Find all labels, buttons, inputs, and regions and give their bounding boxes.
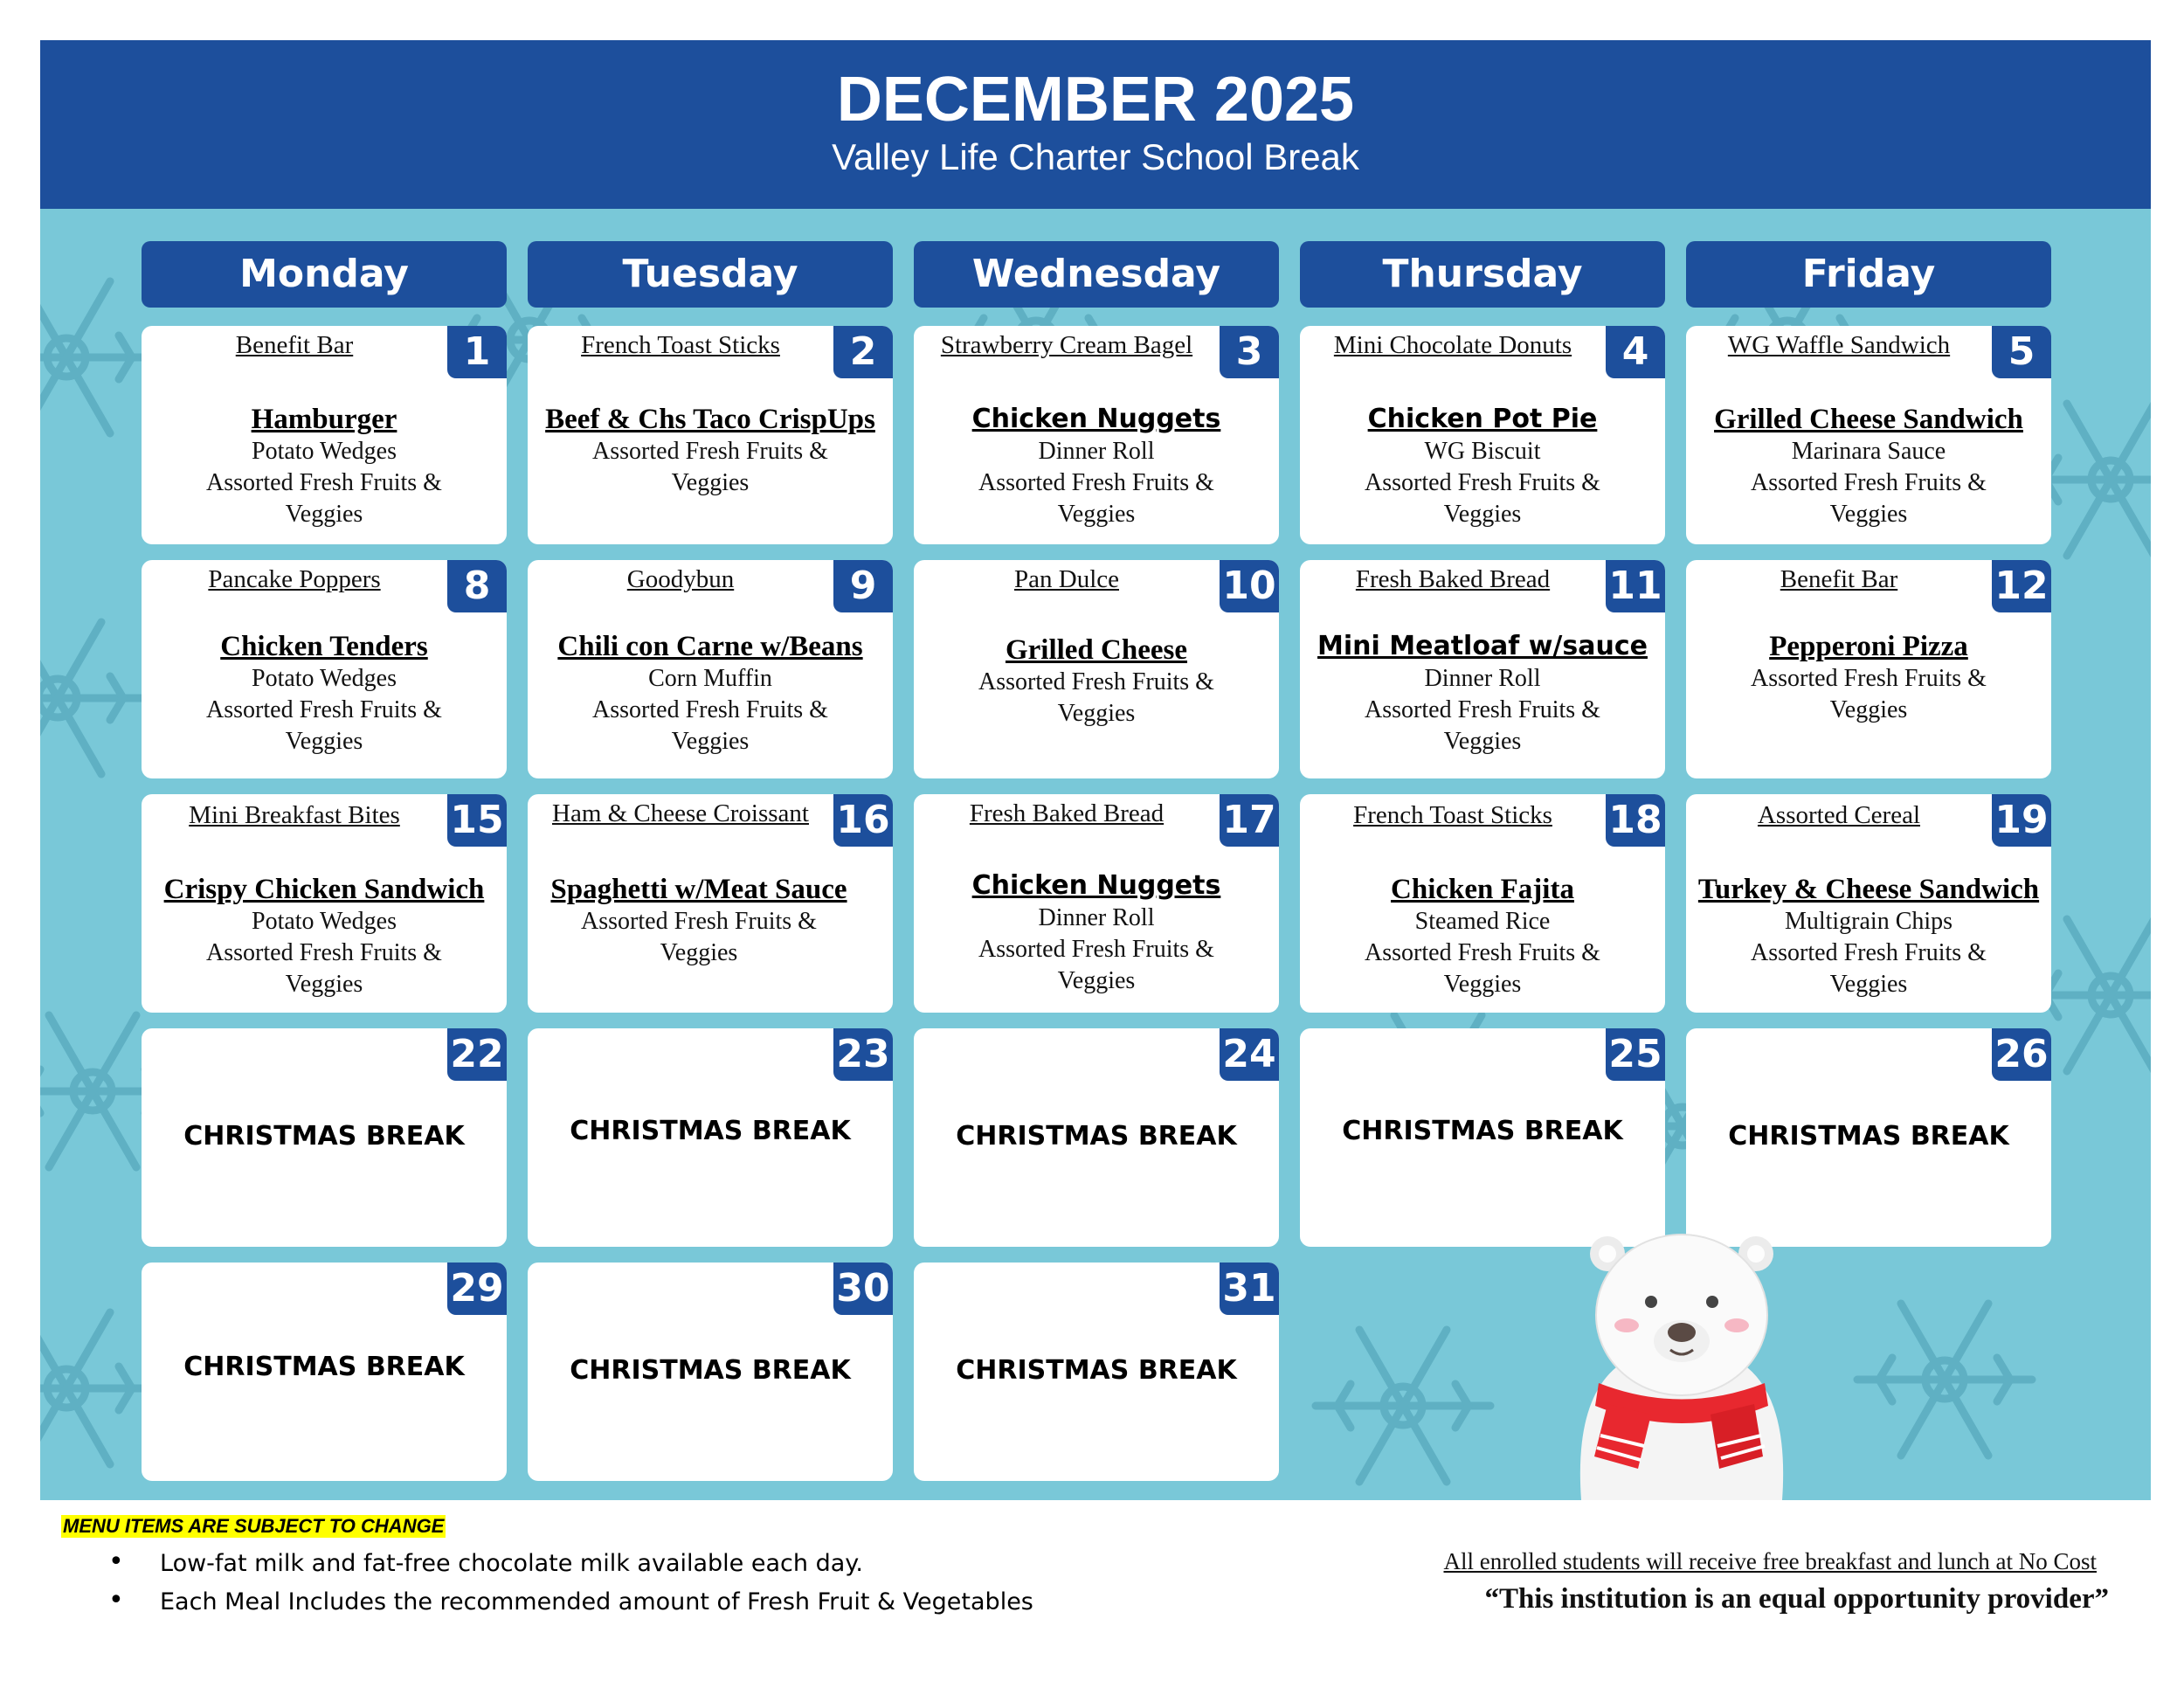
breakfast-item: Benefit Bar [1780, 565, 1898, 593]
side-item: Dinner Roll [1038, 904, 1155, 931]
date-badge: 16 [833, 794, 893, 847]
lunch-entree: Crispy Chicken Sandwich [163, 874, 485, 905]
side-item: Assorted Fresh Fruits & [581, 908, 817, 935]
side-item: Dinner Roll [1424, 665, 1541, 692]
side-item: Veggies [285, 728, 363, 755]
day-cell [1300, 794, 1665, 1013]
side-item: Veggies [1829, 696, 1908, 723]
day-cell [1686, 794, 2051, 1013]
lunch-entree: Grilled Cheese Sandwich [1714, 404, 2023, 435]
date-badge: 5 [1992, 326, 2051, 378]
day-cell [914, 326, 1279, 544]
date-badge: 24 [1220, 1028, 1279, 1081]
date-badge: 4 [1606, 326, 1665, 378]
breakfast-item: Mini Breakfast Bites [189, 801, 400, 829]
day-cell [1686, 560, 2051, 778]
day-cell [1686, 326, 2051, 544]
break-label: CHRISTMAS BREAK [956, 1121, 1237, 1152]
date-badge: 26 [1992, 1028, 2051, 1081]
side-item: Assorted Fresh Fruits & [1751, 939, 1987, 966]
breakfast-item: Goodybun [626, 565, 735, 593]
menu-title: DECEMBER 2025 [836, 65, 1355, 135]
date-badge: 22 [447, 1028, 507, 1081]
side-item: Assorted Fresh Fruits & [978, 469, 1214, 496]
side-item: Assorted Fresh Fruits & [206, 939, 442, 966]
break-label: CHRISTMAS BREAK [183, 1352, 465, 1382]
day-cell [142, 794, 507, 1013]
date-badge: 2 [833, 326, 893, 378]
side-item: Assorted Fresh Fruits & [206, 469, 442, 496]
side-item: Assorted Fresh Fruits & [978, 668, 1214, 695]
breakfast-item: Assorted Cereal [1757, 801, 1921, 829]
breakfast-item: Mini Chocolate Donuts [1333, 331, 1572, 359]
side-item: Veggies [1057, 967, 1136, 994]
lunch-entree: Chicken Nuggets [971, 870, 1221, 901]
side-item: Veggies [1829, 501, 1908, 528]
equal-opportunity-statement: “This institution is an equal opportunity provider” [1484, 1583, 2109, 1615]
menu-change-notice: MENU ITEMS ARE SUBJECT TO CHANGE [63, 1515, 445, 1537]
side-item: Veggies [1443, 501, 1522, 528]
date-badge: 30 [833, 1263, 893, 1315]
side-item: Assorted Fresh Fruits & [206, 696, 442, 723]
breakfast-item: Benefit Bar [235, 331, 354, 359]
side-item: WG Biscuit [1424, 438, 1541, 465]
date-badge: 11 [1606, 560, 1665, 612]
day-header-monday: Monday [142, 241, 507, 308]
day-cell [914, 794, 1279, 1013]
breakfast-item: French Toast Sticks [1353, 801, 1552, 829]
side-item: Steamed Rice [1414, 908, 1551, 935]
day-header-friday: Friday [1686, 241, 2051, 308]
breakfast-item: Ham & Cheese Croissant [552, 799, 809, 827]
day-header-tuesday: Tuesday [528, 241, 893, 308]
side-item: Veggies [1057, 501, 1136, 528]
day-cell [1300, 560, 1665, 778]
lunch-entree: Mini Meatloaf w/sauce [1317, 631, 1648, 661]
date-badge: 18 [1606, 794, 1665, 847]
lunch-entree: Pepperoni Pizza [1769, 631, 1968, 662]
side-item: Veggies [660, 939, 738, 966]
side-item: Potato Wedges [252, 665, 397, 692]
day-cell [142, 1263, 507, 1481]
side-item: Veggies [285, 971, 363, 998]
day-cell [528, 1028, 893, 1247]
side-item: Veggies [285, 501, 363, 528]
side-item: Veggies [671, 728, 750, 755]
date-badge: 3 [1220, 326, 1279, 378]
lunch-entree: Chicken Pot Pie [1367, 404, 1598, 434]
day-cell [914, 1263, 1279, 1481]
bullet-icon: • [108, 1585, 124, 1615]
side-item: Veggies [1443, 728, 1522, 755]
date-badge: 8 [447, 560, 507, 612]
day-cell [142, 560, 507, 778]
footer-note: Each Meal Includes the recommended amount of Fresh Fruit & Vegetables [160, 1588, 1033, 1615]
polar-bear-icon [1555, 1228, 1808, 1503]
break-label: CHRISTMAS BREAK [1728, 1121, 2009, 1152]
side-item: Veggies [1443, 971, 1522, 998]
date-badge: 17 [1220, 794, 1279, 847]
side-item: Assorted Fresh Fruits & [1751, 469, 1987, 496]
lunch-entree: Hamburger [251, 404, 397, 435]
side-item: Assorted Fresh Fruits & [978, 936, 1214, 963]
lunch-entree: Chicken Fajita [1391, 874, 1574, 905]
date-badge: 10 [1220, 560, 1279, 612]
side-item: Veggies [1057, 700, 1136, 727]
date-badge: 31 [1220, 1263, 1279, 1315]
side-item: Corn Muffin [648, 665, 772, 692]
day-cell [1686, 1028, 2051, 1247]
lunch-entree: Turkey & Cheese Sandwich [1697, 874, 2040, 905]
side-item: Assorted Fresh Fruits & [1365, 939, 1600, 966]
day-cell [1300, 1028, 1665, 1247]
day-header-thursday: Thursday [1300, 241, 1665, 308]
date-badge: 19 [1992, 794, 2051, 847]
side-item: Veggies [671, 469, 750, 496]
lunch-entree: Grilled Cheese [1005, 634, 1188, 666]
date-badge: 15 [447, 794, 507, 847]
side-item: Potato Wedges [252, 438, 397, 465]
side-item: Assorted Fresh Fruits & [1365, 696, 1600, 723]
side-item: Assorted Fresh Fruits & [1751, 665, 1987, 692]
breakfast-item: Pancake Poppers [208, 565, 381, 593]
bullet-icon: • [108, 1546, 124, 1577]
lunch-entree: Chicken Nuggets [971, 404, 1221, 434]
day-cell [142, 1028, 507, 1247]
break-label: CHRISTMAS BREAK [1342, 1116, 1623, 1146]
side-item: Multigrain Chips [1784, 908, 1953, 935]
date-badge: 9 [833, 560, 893, 612]
day-header-wednesday: Wednesday [914, 241, 1279, 308]
day-cell [1300, 326, 1665, 544]
lunch-entree: Chicken Tenders [220, 631, 428, 662]
date-badge: 25 [1606, 1028, 1665, 1081]
day-cell [142, 326, 507, 544]
footer-notes [61, 1515, 446, 1538]
breakfast-item: Fresh Baked Bread [969, 799, 1165, 827]
side-item: Veggies [1829, 971, 1908, 998]
break-label: CHRISTMAS BREAK [570, 1116, 851, 1146]
free-meals-statement: All enrolled students will receive free breakfast and lunch at No Cost [1443, 1548, 2097, 1574]
date-badge: 23 [833, 1028, 893, 1081]
lunch-entree: Chili con Carne w/Beans [557, 631, 863, 662]
breakfast-item: Pan Dulce [1014, 565, 1119, 593]
side-item: Assorted Fresh Fruits & [592, 696, 828, 723]
footer-note: Low-fat milk and fat-free chocolate milk available each day. [160, 1550, 863, 1577]
date-badge: 12 [1992, 560, 2051, 612]
date-badge: 1 [447, 326, 507, 378]
date-badge: 29 [447, 1263, 507, 1315]
day-cell [914, 1028, 1279, 1247]
breakfast-item: French Toast Sticks [581, 331, 780, 359]
side-item: Potato Wedges [252, 908, 397, 935]
breakfast-item: Fresh Baked Bread [1355, 565, 1551, 593]
lunch-entree: Spaghetti w/Meat Sauce [550, 874, 847, 905]
break-label: CHRISTMAS BREAK [956, 1355, 1237, 1386]
side-item: Marinara Sauce [1791, 438, 1946, 465]
menu-subtitle: Valley Life Charter School Break [832, 136, 1359, 177]
breakfast-item: Strawberry Cream Bagel [940, 331, 1193, 359]
header-banner [40, 40, 2151, 209]
break-label: CHRISTMAS BREAK [570, 1355, 851, 1386]
day-cell [528, 794, 893, 1013]
day-cell [914, 560, 1279, 778]
breakfast-item: WG Waffle Sandwich [1727, 331, 1951, 359]
day-cell [528, 326, 893, 544]
break-label: CHRISTMAS BREAK [183, 1121, 465, 1152]
day-cell [528, 560, 893, 778]
lunch-entree: Beef & Chs Taco CrispUps [545, 404, 875, 435]
side-item: Assorted Fresh Fruits & [1365, 469, 1600, 496]
side-item: Assorted Fresh Fruits & [592, 438, 828, 465]
day-cell [528, 1263, 893, 1481]
side-item: Dinner Roll [1038, 438, 1155, 465]
